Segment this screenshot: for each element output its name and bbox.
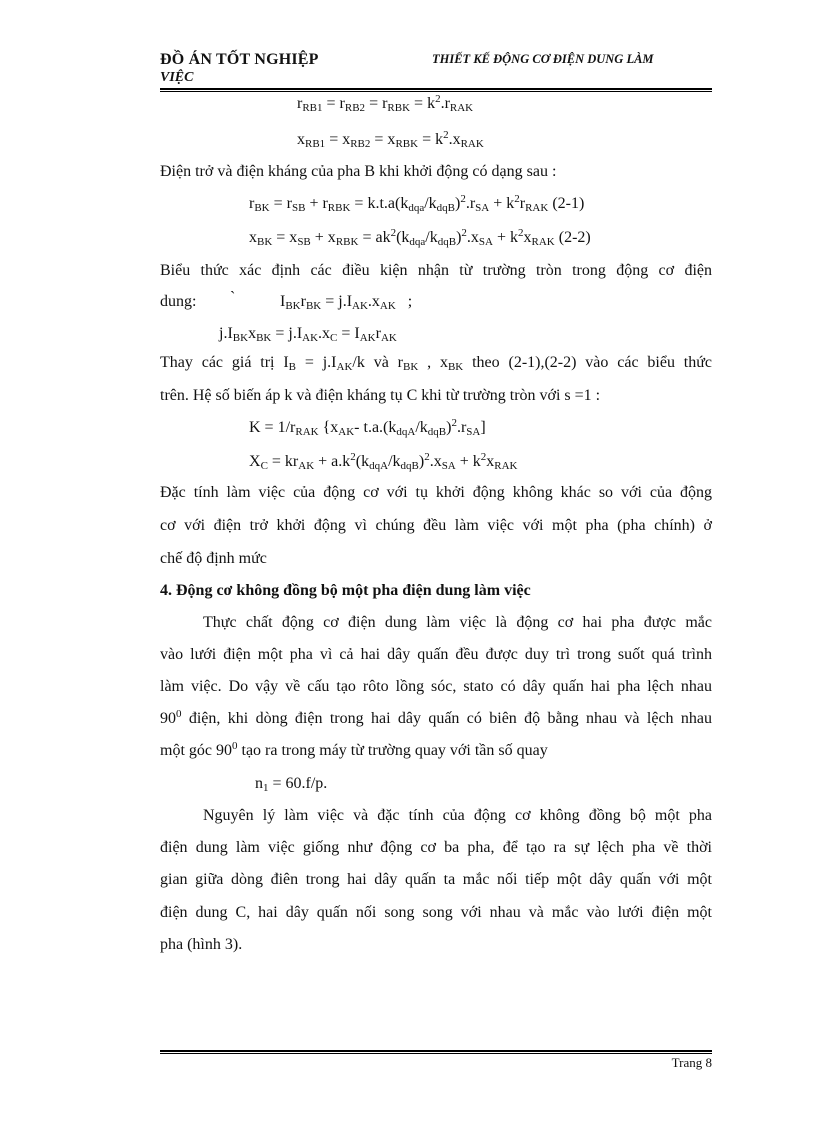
equation-k: $K = 1/r_{RAK}$ {$x_{AK}-$ $t.a.(k_{dqA}/k_{dqB})^2.r_{SA}$] bbox=[249, 417, 486, 438]
paragraph-text: cơ với điện trở khởi động vì chúng đều làm việc với một pha (pha chính) ở bbox=[160, 517, 712, 534]
equation-x-rb: $x_{RB1} = x_{RB2} = x_{RBK} = k^2.x_{RAK}$ bbox=[297, 129, 484, 150]
section-heading: 4. Động cơ không đồng bộ một pha điện dung làm việc bbox=[160, 582, 531, 599]
paragraph-text: điện dung C, hai dây quấn nối song song với nhau và mắc vào lưới điện một bbox=[160, 904, 712, 921]
footer-rule-thin bbox=[160, 1053, 712, 1054]
paragraph-text: trên. Hệ số biến áp k và điện kháng tụ C khi từ trường tròn với s =1 : bbox=[160, 387, 601, 404]
paragraph-text: Thực chất động cơ điện dung làm việc là động cơ hai pha được mắc bbox=[203, 614, 712, 631]
header-left bbox=[160, 49, 319, 85]
equation-condition: $j.I_{BK}x_{BK} = j.I_{AK}.x_C = I_{AK}r_{AK}$ bbox=[219, 325, 397, 344]
paragraph-text: Biểu thức xác định các điều kiện nhận từ trường tròn trong động cơ điện bbox=[160, 262, 712, 279]
header-rule bbox=[160, 88, 712, 90]
paragraph-text: điện dung làm việc giống như động cơ ba pha, để tạo ra sự lệch pha về thời bbox=[160, 839, 712, 856]
footer-rule bbox=[160, 1050, 712, 1052]
header-title-continued: VIỆC bbox=[160, 70, 194, 85]
paragraph-text: Điện trở và điện kháng của pha B khi khởi động có dạng sau : bbox=[160, 163, 557, 180]
paragraph-text: Thay các giá trị $I_B = j.I_{AK}/k$ và $r_{BK}$ , $x_{BK}$ theo (2-1),(2-2) vào các biểu thức bbox=[160, 354, 713, 373]
paragraph-text: dung: ` $I_{BK}r_{BK} = j.I_{AK}.x_{AK}$ ; bbox=[160, 289, 413, 312]
paragraph-text: làm việc. Do vậy về cấu tạo rôto lồng sóc, stato có dây quấn hai pha lệch nhau bbox=[160, 678, 712, 695]
equation-2-1: $r_{BK} = r_{SB} + r_{RBK} = k.t.a(k_{dqa}/k_{dqB})^2.r_{SA} + k^2r_{RAK}$ (2-1) bbox=[249, 193, 585, 214]
paragraph-text: Nguyên lý làm việc và đặc tính của động cơ không đồng bộ một pha bbox=[203, 807, 712, 824]
equation-xc: $X_C = kr_{AK} + a.k^2(k_{dqA}/k_{dqB})^2.x_{SA} + k^2x_{RAK}$ bbox=[249, 451, 518, 472]
paragraph-text: pha (hình 3). bbox=[160, 936, 243, 953]
paragraph-text: gian giữa dòng điên trong hai dây quấn ta mắc nối tiếp một dây quấn với một bbox=[160, 871, 712, 888]
paragraph-text: một góc $90^0$ tạo ra trong máy từ trường quay với tần số quay bbox=[160, 740, 548, 759]
paragraph-text: chế độ định mức bbox=[160, 550, 267, 567]
header-title: ĐỒ ÁN TỐT NGHIỆP bbox=[160, 51, 319, 68]
equation-2-2: $x_{BK} = x_{SB} + x_{RBK} = ak^2(k_{dqa}/k_{dqB})^2.x_{SA} + k^2x_{RAK}$ (2-2) bbox=[249, 227, 591, 248]
paragraph-text: vào lưới điện một pha vì cả hai dây quấn đều được duy trì trong suốt quá trình bbox=[160, 646, 712, 663]
paragraph-text: $90^0$ điện, khi dòng điện trong hai dây quấn có biên độ bằng nhau và lệch nhau bbox=[160, 708, 712, 727]
equation-n1: $n_1 = 60.f/p$. bbox=[255, 775, 328, 794]
page-number: Trang 8 bbox=[671, 1055, 712, 1070]
header-subtitle: THIẾT KẾ ĐỘNG CƠ ĐIỆN DUNG LÀM bbox=[432, 52, 654, 66]
header-rule-thin bbox=[160, 91, 712, 92]
equation-r-rb: $r_{RB1} = r_{RB2} = r_{RBK} = k^2.r_{RAK}$ bbox=[297, 93, 474, 114]
paragraph-text: Đặc tính làm việc của động cơ với tụ khởi động không khác so với của động bbox=[160, 484, 712, 501]
